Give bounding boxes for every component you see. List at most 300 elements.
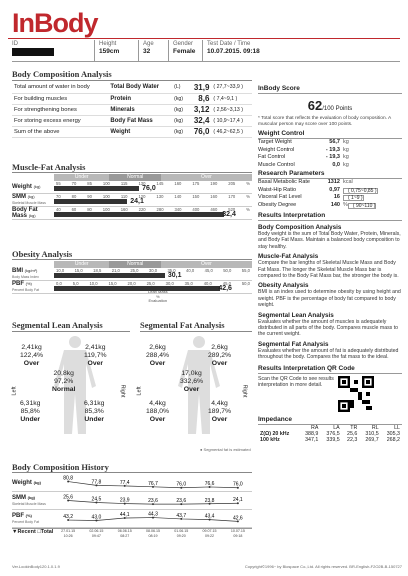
bca-name: Body Fat Mass — [108, 115, 172, 126]
history-date: 01.06.15 09:20 — [174, 529, 189, 538]
score-box — [258, 97, 402, 115]
obesity-title: Obesity Analysis — [12, 249, 73, 259]
mfa-tick: 190 — [210, 180, 218, 186]
mfa-tick: % — [246, 193, 250, 199]
lean-right-arm-eval: Over — [87, 360, 104, 367]
research-row — [258, 187, 402, 195]
obesity-tick: 50,0 — [241, 280, 250, 286]
fat-right-leg-eval: Over — [211, 416, 228, 423]
fat-right-label: Right — [241, 384, 248, 398]
history-line-chart — [54, 474, 252, 492]
mfa-row-scale — [54, 207, 252, 220]
mfa-tick: 55 — [56, 180, 61, 186]
qr-code-icon[interactable] — [338, 376, 374, 412]
obesity-tick: 45,0 — [222, 280, 231, 286]
fat-left-arm-kg: 2,6kg — [149, 344, 166, 351]
obesity-tick: 55,0 — [241, 267, 250, 273]
mfa-row-value: 76,0 — [142, 184, 156, 192]
history-date: 09.07.15 09:22 — [202, 529, 217, 538]
bca-name: Total Body Water — [108, 82, 172, 93]
bca-range: ( 46,2~62,5 ) — [211, 126, 252, 137]
lean-left-leg-kg: 6,31kg — [20, 400, 41, 407]
mfa-tick: 90 — [87, 193, 92, 199]
lean-right-arm-pct: 119,7% — [84, 352, 107, 359]
impedance-col: RA — [311, 424, 319, 431]
qr-text: Scan the QR Code to see results interpretation in more detail. — [258, 375, 334, 389]
fat-left-label: Left — [136, 386, 143, 396]
fat-left-arm-eval: Over — [149, 360, 166, 367]
mfa-tick: 100 — [102, 180, 110, 186]
impedance-row — [258, 437, 402, 443]
bca-row — [12, 115, 252, 126]
mfa-row — [12, 194, 252, 207]
bca-desc: Total amount of water in body — [12, 82, 108, 93]
impedance-col: TR — [350, 424, 358, 431]
history-point-label: 23,8 — [204, 497, 215, 504]
research-label: Basal Metabolic Rate — [258, 179, 310, 185]
history-row-label — [12, 480, 54, 486]
history-row-label — [12, 495, 54, 507]
obesity-row-label — [12, 281, 54, 293]
bca-desc: Sum of the above — [12, 126, 108, 137]
obesity-row — [12, 281, 252, 294]
right-panel — [258, 84, 402, 443]
history-point-label: 76,0 — [232, 481, 243, 488]
mfa-tick: 175 — [192, 180, 200, 186]
bca-desc: For storing excess energy — [12, 115, 108, 126]
history-row-name: SMM — [12, 494, 26, 501]
lean-right-leg-eval: Under — [84, 416, 105, 423]
history-point-label: 76,6 — [204, 480, 215, 487]
research-title: Research Parameters — [258, 169, 402, 179]
mfa-tick: 40 — [56, 206, 61, 212]
research-range: ( 0,75~0,85 ) — [343, 188, 378, 194]
mfa-row-label — [12, 207, 54, 219]
history-point-label: 80,8 — [63, 475, 74, 482]
fat-trunk-kg: 17,0kg — [181, 370, 202, 377]
obesity-tick: 0,0 — [56, 280, 62, 286]
age-cell — [138, 40, 168, 61]
fat-left-leg — [146, 400, 169, 424]
mfa-tick: 280 — [156, 206, 164, 212]
interp-heading: Body Composition Analysis — [258, 224, 342, 231]
history-date: 08.06.15 08:19 — [145, 529, 160, 538]
mfa-chart — [12, 174, 252, 220]
mfa-row — [12, 181, 252, 194]
weight-control-row — [258, 139, 402, 147]
legend-evaluation: Evaluation — [148, 298, 168, 303]
impedance-value: 376,5 — [326, 430, 340, 437]
impedance-value: 310,5 — [365, 430, 379, 437]
lean-right-arm-kg: 2,41kg — [85, 344, 106, 351]
research-row — [258, 179, 402, 187]
impedance-col: LL — [394, 424, 400, 431]
obesity-tick: 10,0 — [89, 280, 98, 286]
obesity-row-bar — [54, 286, 220, 291]
fat-trunk-pct: 332,6% — [180, 378, 204, 385]
history-row — [12, 474, 252, 492]
bca-desc: For strengthening bones — [12, 104, 108, 115]
lean-left-leg-pct: 85,8% — [20, 408, 40, 415]
impedance-value: 339,5 — [326, 436, 340, 443]
mfa-row-value: 32,4 — [222, 210, 236, 218]
mfa-row-unit: (kg) — [27, 194, 35, 199]
history-point-label: 23,9 — [119, 497, 130, 504]
obesity-tick: 18,5 — [93, 267, 102, 273]
research-value: 16 — [333, 194, 340, 200]
lean-left-label: Left — [11, 386, 18, 396]
history-row-name: Weight — [12, 479, 32, 486]
legend-lean-mass: Lean Mass — [148, 289, 168, 294]
impedance-value: 22,3 — [347, 436, 358, 443]
bca-desc: For building muscles — [12, 93, 108, 104]
mfa-tick: 160 — [174, 180, 182, 186]
research-unit: % — [343, 201, 348, 208]
lean-left-arm-eval: Over — [23, 360, 40, 367]
mfa-row-unit: (kg) — [33, 184, 41, 189]
bca-range: ( 27,7~33,9 ) — [211, 82, 252, 93]
bca-unit: (kg) — [172, 104, 188, 115]
brand-logo: InBody — [12, 8, 98, 38]
history-legend — [12, 529, 54, 540]
mfa-row-label — [12, 194, 54, 206]
bca-unit: (kg) — [172, 115, 188, 126]
bca-row — [12, 104, 252, 115]
gender-label: Gender — [173, 41, 194, 47]
fat-left-arm-pct: 288,4% — [146, 352, 170, 359]
weight-control-value: 0,0 — [332, 161, 340, 168]
obesity-tick: 25,0 — [146, 280, 155, 286]
history-point-label: 23,6 — [148, 497, 158, 504]
obesity-tick: 10,0 — [56, 267, 65, 273]
lean-trunk-pct: 97,2% — [54, 378, 74, 385]
research-value: 1312 — [327, 179, 340, 185]
weight-control-row — [258, 147, 402, 155]
history-chart — [12, 474, 252, 540]
history-dates-row — [12, 528, 252, 540]
mfa-tick: 220 — [138, 206, 146, 212]
mfa-row-scale — [54, 194, 252, 207]
lean-left-arm-kg: 2,41kg — [21, 344, 42, 351]
research-label: Visceral Fat Level — [258, 194, 302, 200]
obesity-tick: 50,0 — [223, 267, 232, 273]
mfa-tick: 400 — [192, 206, 200, 212]
patient-header — [12, 40, 400, 62]
mfa-tick: 340 — [174, 206, 182, 212]
impedance-value: 268,2 — [386, 436, 400, 443]
history-date: 10.07.15 09:18 — [230, 529, 245, 538]
bca-row — [12, 126, 252, 137]
mfa-row-unit: (kg) — [28, 213, 36, 218]
fat-right-leg-pct: 189,7% — [208, 408, 232, 415]
mfa-tick: 100 — [102, 193, 110, 199]
history-point-label: 23,6 — [176, 497, 187, 504]
mfa-row-bar — [54, 199, 127, 204]
interp-title: Results Interpretation — [258, 211, 402, 221]
weight-control-row — [258, 154, 402, 162]
impedance-value: 388,9 — [305, 430, 319, 437]
mfa-head-over: Over — [161, 174, 252, 181]
fat-left-leg-eval: Over — [149, 416, 166, 423]
history-total: □Total — [37, 529, 54, 535]
research-range: ( 1~9 ) — [343, 195, 364, 201]
obesity-head-over: Over — [161, 261, 252, 268]
mfa-tick: 120 — [138, 193, 146, 199]
obesity-tick: 35,0 — [167, 267, 176, 273]
obesity-tick: 15,0 — [108, 280, 117, 286]
weight-control-unit: kg — [343, 139, 349, 145]
header-rule — [8, 38, 400, 39]
history-dates — [54, 529, 252, 540]
obesity-chart — [12, 261, 252, 294]
mfa-tick: % — [246, 206, 250, 212]
score-suffix: /100 Points — [322, 106, 353, 112]
obesity-row-bar — [54, 273, 165, 278]
history-row-unit: (%) — [25, 512, 32, 518]
history-point-label: 76,0 — [176, 481, 187, 488]
weight-control-value: 56,7 — [329, 139, 340, 145]
impedance-table — [258, 425, 402, 443]
research-value: 140 — [330, 201, 340, 208]
mfa-tick: 70 — [56, 193, 61, 199]
fat-left-arm — [146, 344, 169, 368]
bca-row — [12, 82, 252, 93]
bca-row — [12, 93, 252, 104]
weight-control-unit: kg — [343, 154, 349, 160]
obesity-row-unit: (%) — [25, 281, 32, 286]
history-point-label: 24,1 — [232, 496, 243, 503]
bca-range: ( 10,9~17,4 ) — [211, 115, 252, 126]
bca-unit: (kg) — [172, 93, 188, 104]
bca-title: Body Composition Analysis — [12, 69, 112, 79]
mfa-tick: 115 — [120, 180, 128, 186]
qr-block — [258, 376, 402, 412]
mfa-tick: 140 — [174, 193, 182, 199]
lean-right-arm — [84, 344, 107, 368]
obesity-head-under: Under — [54, 261, 109, 268]
footer-version: Ver.LookinBody120.1.0.1.9 — [12, 564, 60, 569]
impedance-col: LA — [333, 424, 340, 431]
lean-trunk-eval: Normal — [52, 386, 76, 393]
interp-text: Evaluates whether the amount of fat is adequately distributed throughout the body. Compares the fat mass to the ideal. — [258, 347, 399, 361]
mfa-tick: % — [246, 180, 250, 186]
weight-control-unit: kg — [343, 161, 349, 168]
bca-name: Minerals — [108, 104, 172, 115]
history-date: 27.01.15 10:26 — [61, 529, 76, 538]
mfa-tick: 100 — [102, 206, 110, 212]
weight-control-label: Muscle Control — [258, 161, 295, 168]
id-redacted — [12, 48, 54, 56]
mfa-tick: 110 — [120, 193, 128, 199]
mfa-tick: 145 — [156, 180, 164, 186]
obesity-tick: 45,0 — [204, 267, 213, 273]
weight-control-label: Fat Control — [258, 154, 286, 160]
fat-right-arm-eval: Over — [211, 360, 228, 367]
obesity-row-sub: Body Mass Index — [12, 275, 39, 279]
height-label: Height — [99, 41, 117, 47]
history-date: 06.06.15 08:27 — [117, 529, 132, 538]
history-point-label: 24,5 — [91, 496, 102, 502]
bca-value: 8,6 — [188, 93, 212, 104]
fat-left-leg-kg: 4,4kg — [149, 400, 166, 407]
research-list — [258, 179, 402, 209]
history-title: Body Composition History — [12, 462, 109, 472]
obesity-head-normal: Normal — [109, 261, 160, 268]
lean-right-leg-pct: 85,3% — [84, 408, 104, 415]
obesity-tick: 25,0 — [130, 267, 139, 273]
impedance-col: RL — [371, 424, 379, 431]
fat-trunk-eval: Over — [183, 386, 200, 393]
interp-text: Evaluates whether the amount of muscles is adequately distributed in all parts of the body. Compares muscle mass to the current weight. — [258, 318, 399, 338]
score-value: 62 — [307, 98, 323, 113]
interp-heading: Obesity Analysis — [258, 282, 309, 290]
fat-right-arm-kg: 2,6kg — [211, 344, 228, 351]
obesity-tick: 15,0 — [74, 267, 83, 273]
history-point-label: 77,8 — [91, 478, 102, 485]
fat-rule — [140, 331, 252, 332]
obesity-tick: 40,0 — [203, 280, 212, 286]
mfa-row-name: SMM — [12, 194, 26, 200]
history-row-sub: Percent Body Fat — [12, 519, 40, 524]
footer-copyright: Copyright©1996~ by Biospace Co.,Ltd. All rights reserved. BR-English-F2O2B-B-150727 — [244, 564, 402, 569]
bca-value: 76,0 — [188, 126, 212, 137]
history-point-label: 77,4 — [119, 479, 130, 486]
history-row-label — [12, 513, 54, 525]
impedance-value: 25,6 — [347, 430, 358, 437]
interp-heading: Segmental Fat Analysis — [258, 340, 329, 348]
mfa-tick: 60 — [71, 206, 77, 212]
mfa-tick: 460 — [210, 206, 218, 212]
fat-title: Segmental Fat Analysis — [140, 320, 225, 330]
bca-value: 3,12 — [188, 104, 212, 115]
history-recent: ▼Recent — [12, 529, 36, 535]
lean-trunk — [52, 370, 75, 394]
history-point-label: 43,0 — [91, 514, 102, 520]
impedance-value: 347,1 — [305, 436, 319, 443]
gender-value: Female — [173, 48, 196, 55]
research-unit: kcal — [343, 179, 353, 185]
mfa-row-label — [12, 184, 54, 190]
lean-rule — [12, 331, 130, 332]
score-title: InBody Score — [258, 84, 402, 94]
mfa-tick: 70 — [71, 180, 77, 186]
weight-control-label: Weight Control — [258, 146, 295, 153]
history-row-unit: (kg) — [27, 494, 36, 500]
history-point-label: 44,3 — [148, 511, 158, 518]
research-label: Obesity Degree — [258, 201, 297, 208]
weight-control-value: - 19,3 — [325, 146, 340, 153]
history-point-label: 43,2 — [63, 513, 74, 520]
mfa-tick: 205 — [228, 180, 236, 186]
bca-name: Protein — [108, 93, 172, 104]
history-row — [12, 492, 252, 510]
impedance-row-label: Z(Ω) 20 kHz — [260, 430, 290, 437]
history-row-unit: (kg) — [33, 479, 41, 485]
weight-control-row — [258, 162, 402, 170]
impedance-value: 305,3 — [386, 430, 400, 437]
obesity-row-scale — [54, 268, 252, 281]
obesity-row-sub: Percent Body Fat — [12, 288, 40, 292]
interp-heading: Muscle-Fat Analysis — [258, 253, 319, 261]
qr-title: Results Interpretation QR Code — [258, 364, 402, 374]
mfa-row-bar — [54, 186, 139, 191]
mfa-tick: 130 — [156, 193, 164, 199]
obesity-row-value: 30,1 — [167, 271, 182, 279]
mfa-title: Muscle-Fat Analysis — [12, 162, 86, 172]
obesity-row-unit: (kg/m²) — [24, 268, 38, 273]
lean-title: Segmental Lean Analysis — [12, 320, 103, 330]
history-row — [12, 510, 252, 528]
obesity-tick: 21,0 — [111, 267, 120, 273]
mfa-row — [12, 207, 252, 220]
interp-heading: Segmental Lean Analysis — [258, 311, 334, 319]
research-label: Waist-Hip Ratio — [258, 186, 296, 193]
height-cell — [94, 40, 138, 61]
mfa-row-value: 24,1 — [130, 197, 144, 205]
weight-control-list — [258, 139, 402, 169]
interp-text: BMI is an index used to determine obesity by using height and weight. PBF is the percentage of body fat compared to body weight. — [258, 289, 401, 309]
research-value: 0,97 — [329, 186, 340, 193]
legend-percent: % — [156, 293, 160, 299]
bca-unit: (kg) — [172, 126, 188, 137]
mfa-row-scale — [54, 181, 252, 194]
weight-control-value: - 19,3 — [325, 154, 340, 160]
mfa-row-name: Weight — [12, 184, 32, 190]
weight-control-label: Target Weight — [258, 139, 292, 145]
lean-left-arm-pct: 122,4% — [20, 352, 44, 359]
date-label: Test Date / Time — [207, 41, 251, 47]
mfa-tick: 170 — [228, 193, 236, 199]
history-point-label: 25,6 — [63, 494, 74, 501]
age-value: 32 — [143, 48, 151, 55]
history-line-chart — [54, 492, 252, 510]
interp-text: Compare the bar lengths of Skeletal Muscle Mass and Body Fat Mass. The longer the Skeletal Muscle Mass bar is compared to the Body Fat Mass bar, the stronger the body is. — [258, 260, 399, 280]
obesity-tick: 5,0 — [72, 280, 79, 286]
obesity-row — [12, 268, 252, 281]
gender-cell — [168, 40, 202, 61]
date-value: 10.07.2015. 09:18 — [207, 48, 260, 55]
bca-unit: (L) — [172, 82, 188, 93]
mfa-tick: 160 — [120, 206, 128, 212]
bca-rule — [12, 80, 252, 81]
bca-table — [12, 82, 252, 138]
mfa-tick: 80 — [87, 206, 92, 212]
impedance-title: Impedance — [258, 415, 402, 425]
history-point-label: 44,1 — [119, 511, 130, 518]
fat-right-arm — [208, 344, 231, 368]
interp-list — [258, 224, 402, 361]
research-range: ( 90~110 ) — [348, 203, 377, 209]
obesity-row-value: 42,6 — [218, 284, 232, 292]
obesity-tick: 35,0 — [184, 280, 193, 286]
mfa-row-sub: Skeletal Muscle Mass — [12, 201, 46, 205]
mfa-head-under: Under — [54, 174, 109, 181]
lean-trunk-kg: 20,8kg — [53, 370, 74, 377]
history-line-chart — [54, 510, 252, 528]
history-point-label: 43,7 — [176, 512, 187, 519]
mfa-tick: 85 — [87, 180, 92, 186]
id-label: ID — [12, 41, 18, 47]
age-label: Age — [143, 41, 154, 47]
fat-right-arm-pct: 289,2% — [208, 352, 232, 359]
lean-left-leg — [20, 400, 40, 424]
fat-right-leg-kg: 4,4kg — [211, 400, 228, 407]
date-cell — [202, 40, 292, 61]
obesity-tick: 30,0 — [165, 280, 174, 286]
bca-value: 32,4 — [188, 115, 212, 126]
mfa-row-name: Body Fat Mass — [12, 207, 38, 219]
lean-left-arm — [20, 344, 43, 368]
